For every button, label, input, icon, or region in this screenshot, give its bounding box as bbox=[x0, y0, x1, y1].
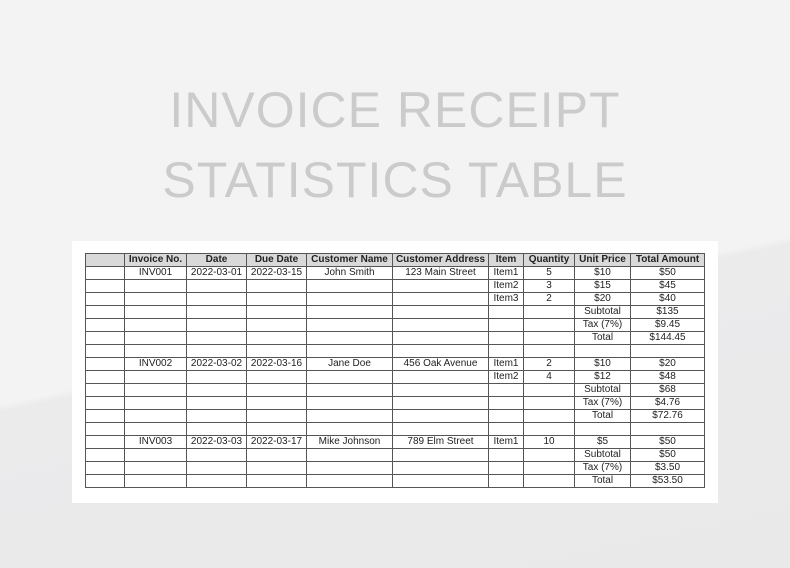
table-cell-row-handle[interactable] bbox=[86, 371, 125, 384]
table-cell-unit-price[interactable]: Total bbox=[575, 332, 631, 345]
table-cell-unit-price[interactable]: $10 bbox=[575, 267, 631, 280]
table-cell-due-date[interactable]: 2022-03-15 bbox=[247, 267, 307, 280]
table-cell-customer-address[interactable] bbox=[393, 371, 489, 384]
table-cell-item[interactable] bbox=[489, 332, 524, 345]
table-cell-customer-address[interactable]: 456 Oak Avenue bbox=[393, 358, 489, 371]
table-cell-invoice-no[interactable] bbox=[125, 345, 187, 358]
table-cell-unit-price[interactable]: Subtotal bbox=[575, 449, 631, 462]
table-cell-total-amount[interactable]: $53.50 bbox=[631, 475, 705, 488]
table-cell-row-handle[interactable] bbox=[86, 410, 125, 423]
table-cell-customer-name[interactable]: John Smith bbox=[307, 267, 393, 280]
table-cell-date[interactable] bbox=[187, 306, 247, 319]
table-cell-due-date[interactable] bbox=[247, 306, 307, 319]
table-cell-due-date[interactable] bbox=[247, 384, 307, 397]
table-cell-date[interactable]: 2022-03-03 bbox=[187, 436, 247, 449]
table-row bbox=[86, 475, 705, 488]
table-cell-customer-name[interactable] bbox=[307, 475, 393, 488]
table-cell-total-amount[interactable]: $144.45 bbox=[631, 332, 705, 345]
table-cell-total-amount[interactable]: $72.76 bbox=[631, 410, 705, 423]
table-cell-row-handle[interactable] bbox=[86, 345, 125, 358]
table-cell-unit-price[interactable]: Subtotal bbox=[575, 306, 631, 319]
table-cell-customer-address[interactable] bbox=[393, 306, 489, 319]
table-cell-due-date[interactable] bbox=[247, 462, 307, 475]
table-cell-invoice-no[interactable] bbox=[125, 475, 187, 488]
table-cell-unit-price[interactable]: Total bbox=[575, 410, 631, 423]
table-cell-quantity[interactable] bbox=[524, 384, 575, 397]
table-cell-total-amount[interactable]: $4.76 bbox=[631, 397, 705, 410]
table-cell-due-date[interactable] bbox=[247, 293, 307, 306]
table-cell-quantity[interactable] bbox=[524, 319, 575, 332]
table-cell-customer-address[interactable] bbox=[393, 384, 489, 397]
table-cell-quantity[interactable] bbox=[524, 332, 575, 345]
table-cell-row-handle[interactable] bbox=[86, 475, 125, 488]
table-row bbox=[86, 371, 705, 384]
table-row bbox=[86, 397, 705, 410]
table-cell-unit-price[interactable]: Total bbox=[575, 475, 631, 488]
table-cell-date[interactable]: 2022-03-01 bbox=[187, 267, 247, 280]
invoice-table bbox=[85, 253, 705, 488]
table-cell-quantity[interactable] bbox=[524, 475, 575, 488]
table-cell-unit-price[interactable]: Subtotal bbox=[575, 384, 631, 397]
table-row bbox=[86, 449, 705, 462]
table-cell-unit-price[interactable]: Tax (7%) bbox=[575, 319, 631, 332]
table-cell-unit-price[interactable]: $5 bbox=[575, 436, 631, 449]
table-cell-invoice-no[interactable] bbox=[125, 397, 187, 410]
table-cell-quantity[interactable] bbox=[524, 306, 575, 319]
table-cell-total-amount[interactable]: $135 bbox=[631, 306, 705, 319]
table-cell-customer-name[interactable] bbox=[307, 410, 393, 423]
table-cell-customer-name[interactable]: Jane Doe bbox=[307, 358, 393, 371]
table-cell-item[interactable] bbox=[489, 423, 524, 436]
table-cell-row-handle[interactable] bbox=[86, 423, 125, 436]
table-cell-item[interactable]: Item1 bbox=[489, 358, 524, 371]
column-header-quantity[interactable]: Quantity bbox=[524, 254, 575, 267]
table-cell-due-date[interactable] bbox=[247, 410, 307, 423]
table-cell-quantity[interactable] bbox=[524, 462, 575, 475]
table-cell-item[interactable] bbox=[489, 319, 524, 332]
table-cell-row-handle[interactable] bbox=[86, 319, 125, 332]
table-cell-invoice-no[interactable] bbox=[125, 280, 187, 293]
table-cell-unit-price[interactable]: $20 bbox=[575, 293, 631, 306]
table-cell-row-handle[interactable] bbox=[86, 384, 125, 397]
table-cell-total-amount[interactable]: $45 bbox=[631, 280, 705, 293]
table-cell-invoice-no[interactable] bbox=[125, 306, 187, 319]
table-cell-customer-address[interactable] bbox=[393, 410, 489, 423]
table-cell-invoice-no[interactable] bbox=[125, 423, 187, 436]
table-row bbox=[86, 280, 705, 293]
table-cell-customer-address[interactable] bbox=[393, 293, 489, 306]
table-cell-invoice-no[interactable] bbox=[125, 384, 187, 397]
table-row bbox=[86, 358, 705, 371]
table-cell-total-amount[interactable]: $50 bbox=[631, 436, 705, 449]
table-cell-customer-address[interactable] bbox=[393, 449, 489, 462]
table-cell-total-amount[interactable]: $50 bbox=[631, 267, 705, 280]
table-cell-customer-address[interactable] bbox=[393, 423, 489, 436]
table-cell-total-amount[interactable]: $68 bbox=[631, 384, 705, 397]
table-row bbox=[86, 410, 705, 423]
table-row bbox=[86, 319, 705, 332]
table-cell-customer-address[interactable] bbox=[393, 345, 489, 358]
table-cell-due-date[interactable] bbox=[247, 423, 307, 436]
table-cell-row-handle[interactable] bbox=[86, 293, 125, 306]
column-header-invoice-no[interactable]: Invoice No. bbox=[125, 254, 187, 267]
table-cell-item[interactable] bbox=[489, 397, 524, 410]
table-cell-date[interactable] bbox=[187, 462, 247, 475]
table-cell-due-date[interactable] bbox=[247, 280, 307, 293]
table-row bbox=[86, 332, 705, 345]
table-cell-quantity[interactable]: 3 bbox=[524, 280, 575, 293]
table-cell-row-handle[interactable] bbox=[86, 267, 125, 280]
table-cell-total-amount[interactable]: $50 bbox=[631, 449, 705, 462]
table-cell-customer-name[interactable] bbox=[307, 293, 393, 306]
table-cell-invoice-no[interactable] bbox=[125, 332, 187, 345]
table-cell-customer-name[interactable] bbox=[307, 462, 393, 475]
table-cell-customer-address[interactable] bbox=[393, 397, 489, 410]
table-cell-quantity[interactable]: 2 bbox=[524, 293, 575, 306]
table-cell-row-handle[interactable] bbox=[86, 332, 125, 345]
table-cell-item[interactable]: Item3 bbox=[489, 293, 524, 306]
table-cell-date[interactable] bbox=[187, 384, 247, 397]
table-cell-customer-name[interactable] bbox=[307, 306, 393, 319]
table-cell-invoice-no[interactable]: INV001 bbox=[125, 267, 187, 280]
table-cell-date[interactable] bbox=[187, 475, 247, 488]
table-cell-customer-name[interactable] bbox=[307, 345, 393, 358]
table-cell-invoice-no[interactable]: INV002 bbox=[125, 358, 187, 371]
table-cell-total-amount[interactable]: $20 bbox=[631, 358, 705, 371]
table-cell-row-handle[interactable] bbox=[86, 306, 125, 319]
table-row bbox=[86, 436, 705, 449]
table-cell-item[interactable]: Item2 bbox=[489, 280, 524, 293]
table-cell-customer-address[interactable] bbox=[393, 475, 489, 488]
table-cell-date[interactable] bbox=[187, 280, 247, 293]
table-cell-item[interactable]: Item2 bbox=[489, 371, 524, 384]
table-cell-due-date[interactable]: 2022-03-17 bbox=[247, 436, 307, 449]
column-header-unit-price[interactable]: Unit Price bbox=[575, 254, 631, 267]
table-cell-invoice-no[interactable] bbox=[125, 319, 187, 332]
table-cell-due-date[interactable] bbox=[247, 345, 307, 358]
table-cell-unit-price[interactable]: $15 bbox=[575, 280, 631, 293]
table-cell-item[interactable] bbox=[489, 345, 524, 358]
table-cell-date[interactable] bbox=[187, 293, 247, 306]
table-cell-quantity[interactable]: 2 bbox=[524, 358, 575, 371]
table-cell-unit-price[interactable] bbox=[575, 423, 631, 436]
table-cell-row-handle[interactable] bbox=[86, 462, 125, 475]
table-header-row bbox=[86, 254, 705, 267]
table-cell-unit-price[interactable]: $10 bbox=[575, 358, 631, 371]
table-cell-due-date[interactable] bbox=[247, 475, 307, 488]
table-cell-row-handle[interactable] bbox=[86, 397, 125, 410]
table-cell-quantity[interactable] bbox=[524, 345, 575, 358]
column-header-row-handle[interactable] bbox=[86, 254, 125, 267]
table-body bbox=[86, 267, 705, 488]
table-cell-item[interactable]: Item1 bbox=[489, 436, 524, 449]
table-cell-due-date[interactable] bbox=[247, 397, 307, 410]
table-cell-item[interactable] bbox=[489, 475, 524, 488]
table-row bbox=[86, 293, 705, 306]
table-cell-customer-address[interactable] bbox=[393, 332, 489, 345]
table-cell-due-date[interactable] bbox=[247, 449, 307, 462]
table-cell-due-date[interactable] bbox=[247, 332, 307, 345]
table-cell-date[interactable] bbox=[187, 423, 247, 436]
column-header-item[interactable]: Item bbox=[489, 254, 524, 267]
table-cell-date[interactable] bbox=[187, 449, 247, 462]
column-header-customer-address[interactable]: Customer Address bbox=[393, 254, 489, 267]
column-header-date[interactable]: Date bbox=[187, 254, 247, 267]
table-cell-item[interactable] bbox=[489, 462, 524, 475]
table-cell-date[interactable] bbox=[187, 319, 247, 332]
table-cell-customer-name[interactable] bbox=[307, 332, 393, 345]
table-cell-quantity[interactable]: 5 bbox=[524, 267, 575, 280]
page-title-line-1: INVOICE RECEIPT bbox=[169, 82, 621, 138]
table-cell-quantity[interactable]: 4 bbox=[524, 371, 575, 384]
table-cell-invoice-no[interactable] bbox=[125, 293, 187, 306]
table-cell-total-amount[interactable]: $48 bbox=[631, 371, 705, 384]
table-cell-total-amount[interactable] bbox=[631, 423, 705, 436]
table-cell-due-date[interactable] bbox=[247, 371, 307, 384]
table-cell-unit-price[interactable]: Tax (7%) bbox=[575, 397, 631, 410]
column-header-total-amount[interactable]: Total Amount bbox=[631, 254, 705, 267]
table-cell-due-date[interactable]: 2022-03-16 bbox=[247, 358, 307, 371]
table-cell-row-handle[interactable] bbox=[86, 449, 125, 462]
table-row bbox=[86, 306, 705, 319]
table-cell-invoice-no[interactable] bbox=[125, 462, 187, 475]
spreadsheet-sheet bbox=[72, 241, 718, 503]
table-cell-due-date[interactable] bbox=[247, 319, 307, 332]
table-cell-customer-name[interactable] bbox=[307, 280, 393, 293]
table-cell-date[interactable]: 2022-03-02 bbox=[187, 358, 247, 371]
table-cell-customer-address[interactable] bbox=[393, 319, 489, 332]
table-cell-item[interactable] bbox=[489, 306, 524, 319]
table-cell-date[interactable] bbox=[187, 345, 247, 358]
table-cell-quantity[interactable] bbox=[524, 423, 575, 436]
table-row bbox=[86, 384, 705, 397]
table-cell-date[interactable] bbox=[187, 397, 247, 410]
table-cell-customer-name[interactable] bbox=[307, 397, 393, 410]
table-cell-unit-price[interactable]: Tax (7%) bbox=[575, 462, 631, 475]
table-cell-total-amount[interactable]: $3.50 bbox=[631, 462, 705, 475]
table-row bbox=[86, 267, 705, 280]
column-header-customer-name[interactable]: Customer Name bbox=[307, 254, 393, 267]
table-cell-item[interactable] bbox=[489, 449, 524, 462]
table-cell-item[interactable] bbox=[489, 410, 524, 423]
table-cell-quantity[interactable]: 10 bbox=[524, 436, 575, 449]
table-cell-quantity[interactable] bbox=[524, 449, 575, 462]
table-cell-quantity[interactable] bbox=[524, 397, 575, 410]
table-cell-total-amount[interactable]: $40 bbox=[631, 293, 705, 306]
table-cell-item[interactable] bbox=[489, 384, 524, 397]
table-row bbox=[86, 462, 705, 475]
table-cell-invoice-no[interactable] bbox=[125, 410, 187, 423]
table-cell-date[interactable] bbox=[187, 410, 247, 423]
table-cell-total-amount[interactable] bbox=[631, 345, 705, 358]
table-cell-item[interactable]: Item1 bbox=[489, 267, 524, 280]
table-cell-customer-name[interactable] bbox=[307, 384, 393, 397]
table-cell-customer-address[interactable] bbox=[393, 280, 489, 293]
table-cell-customer-name[interactable]: Mike Johnson bbox=[307, 436, 393, 449]
table-cell-unit-price[interactable] bbox=[575, 345, 631, 358]
column-header-due-date[interactable]: Due Date bbox=[247, 254, 307, 267]
table-cell-customer-name[interactable] bbox=[307, 371, 393, 384]
table-cell-date[interactable] bbox=[187, 371, 247, 384]
table-row bbox=[86, 423, 705, 436]
table-cell-customer-address[interactable]: 789 Elm Street bbox=[393, 436, 489, 449]
table-row bbox=[86, 345, 705, 358]
table-cell-customer-name[interactable] bbox=[307, 449, 393, 462]
table-cell-invoice-no[interactable] bbox=[125, 449, 187, 462]
table-cell-row-handle[interactable] bbox=[86, 436, 125, 449]
table-cell-quantity[interactable] bbox=[524, 410, 575, 423]
table-cell-total-amount[interactable]: $9.45 bbox=[631, 319, 705, 332]
table-cell-date[interactable] bbox=[187, 332, 247, 345]
page-title-line-2: STATISTICS TABLE bbox=[162, 152, 628, 208]
table-cell-row-handle[interactable] bbox=[86, 280, 125, 293]
table-cell-customer-name[interactable] bbox=[307, 423, 393, 436]
table-cell-invoice-no[interactable]: INV003 bbox=[125, 436, 187, 449]
table-cell-customer-address[interactable] bbox=[393, 462, 489, 475]
table-cell-unit-price[interactable]: $12 bbox=[575, 371, 631, 384]
table-cell-customer-name[interactable] bbox=[307, 319, 393, 332]
table-cell-invoice-no[interactable] bbox=[125, 371, 187, 384]
table-cell-row-handle[interactable] bbox=[86, 358, 125, 371]
table-cell-customer-address[interactable]: 123 Main Street bbox=[393, 267, 489, 280]
